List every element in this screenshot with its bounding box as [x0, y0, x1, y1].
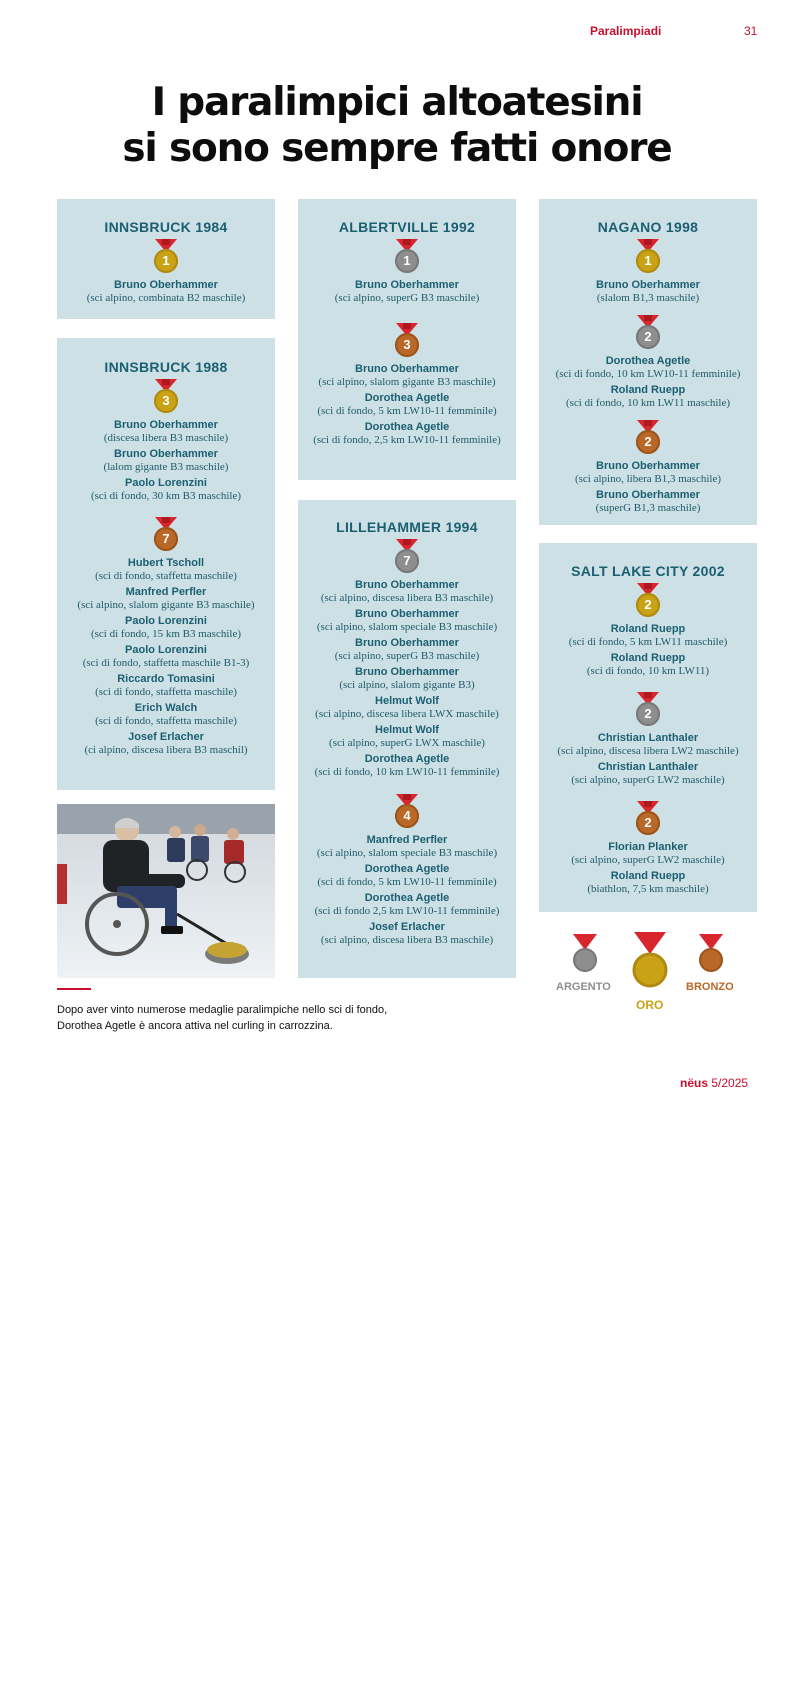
medal-entry	[539, 623, 757, 649]
issue-number: 5/2025	[711, 1076, 749, 1090]
event-description: (sci di fondo, 5 km LW11 maschile)	[568, 636, 728, 648]
event-description: (biathlon, 7,5 km maschile)	[587, 883, 709, 895]
bronze-medal-icon	[633, 801, 663, 841]
athlete-name: Bruno Oberhammer	[355, 363, 459, 375]
athlete-name: Christian Lanthaler	[597, 732, 699, 744]
medal-count: 7	[395, 549, 419, 573]
athlete-name: Roland Ruepp	[610, 652, 686, 664]
medal-group-silver	[298, 539, 516, 779]
event-description: (sci alpino, slalom speciale B3 maschile)	[316, 621, 498, 633]
medal-entry	[57, 279, 275, 305]
bronze-medal-icon	[151, 517, 181, 557]
medal-entry	[57, 448, 275, 474]
medal-entry	[298, 724, 516, 750]
medal-count: 1	[636, 249, 660, 273]
photo-credit-text: Foto: Maurizio Gigli	[320, 1610, 330, 1688]
event-description: (slalom B1,3 maschile)	[596, 292, 700, 304]
event-description: (sci alpino, discesa libera LW2 maschile)	[557, 745, 739, 757]
athlete-name: Dorothea Agetle	[364, 753, 450, 765]
medal-count: 4	[395, 804, 419, 828]
medal-count: 1	[395, 249, 419, 273]
medal-group-gold	[57, 239, 275, 305]
medal-count: 1	[154, 249, 178, 273]
footer	[680, 1076, 748, 1090]
athlete-name: Josef Erlacher	[128, 731, 204, 743]
medal-entry	[57, 615, 275, 641]
medal-group-silver	[539, 315, 757, 410]
bronze-medal-icon	[392, 794, 422, 834]
athlete-name: Dorothea Agetle	[364, 863, 450, 875]
event-description: (sci di fondo, 10 km LW11)	[586, 665, 710, 677]
event-description: (sci alpino, slalom gigante B3)	[339, 679, 475, 691]
section-label: Paralimpiadi	[590, 24, 662, 38]
photo-caption-line-1: Dopo aver vinto numerose medaglie paralimpiche nello sci di fondo,	[57, 1004, 388, 1016]
medal-entry	[539, 355, 757, 381]
silver-medal-icon	[633, 692, 663, 732]
medal-entry	[539, 841, 757, 867]
event-description: (sci di fondo, staffetta maschile)	[95, 686, 237, 698]
event-description: (sci alpino, superG LW2 maschile)	[571, 854, 725, 866]
athlete-name: Helmut Wolf	[375, 695, 439, 707]
page-title-line-1: I paralimpici altoatesini	[151, 80, 643, 125]
event-description: (sci alpino, slalom speciale B3 maschile)	[316, 847, 498, 859]
medal-entry	[57, 477, 275, 503]
event-description: (sci di fondo, 10 km LW10-11 femminile)	[555, 368, 741, 380]
medal-entry	[298, 421, 516, 447]
athlete-name: Dorothea Agetle	[605, 355, 691, 367]
caption-divider	[57, 988, 91, 990]
event-description: (sci alpino, superG LWX maschile)	[329, 737, 485, 749]
event-description: (discesa libera B3 maschile)	[103, 432, 229, 444]
bronze-medal-icon	[697, 934, 725, 974]
box-albertville-1992	[298, 199, 516, 480]
event-description: (sci alpino, discesa libera B3 maschile)	[320, 592, 494, 604]
event-description: (sci di fondo 2,5 km LW10-11 femminile)	[314, 905, 500, 917]
athlete-name: Florian Planker	[608, 841, 688, 853]
medal-entry	[539, 870, 757, 896]
medal-group-bronze	[539, 801, 757, 896]
athlete-name: Manfred Perfler	[366, 834, 448, 846]
box-title: INNSBRUCK 1984	[104, 219, 228, 235]
medal-entry	[539, 732, 757, 758]
event-description: (sci alpino, superG B3 maschile)	[334, 292, 480, 304]
event-description: (sci di fondo, staffetta maschile)	[95, 715, 237, 727]
silver-medal-icon	[392, 539, 422, 579]
athlete-name: Roland Ruepp	[610, 870, 686, 882]
athlete-name: Bruno Oberhammer	[596, 460, 700, 472]
medal-count: 2	[636, 811, 660, 835]
medal-entry	[57, 586, 275, 612]
medal-entry	[57, 419, 275, 445]
page-title	[0, 80, 794, 172]
box-lillehammer-1994	[298, 500, 516, 978]
event-description: (sci alpino, libera B1,3 maschile)	[574, 473, 721, 485]
athlete-name: Roland Ruepp	[610, 623, 686, 635]
event-description: (sci alpino, combinata B2 maschile)	[86, 292, 246, 304]
event-description: (sci di fondo, 15 km B3 maschile)	[90, 628, 241, 640]
medal-entry	[539, 761, 757, 787]
gold-medal-icon	[633, 239, 663, 279]
medal-entry	[298, 392, 516, 418]
medal-group-gold	[57, 379, 275, 503]
medal-group-bronze	[298, 323, 516, 447]
box-title: INNSBRUCK 1988	[104, 359, 228, 375]
medal-entry	[298, 608, 516, 634]
medal-entry	[57, 673, 275, 699]
event-description: (sci alpino, discesa libera LWX maschile)	[315, 708, 499, 720]
box-innsbruck-1984	[57, 199, 275, 319]
photo-caption	[57, 1002, 437, 1034]
page-number: 31	[744, 24, 758, 38]
legend-label-gold: ORO	[636, 998, 664, 1012]
athlete-name: Riccardo Tomasini	[117, 673, 215, 685]
athlete-name: Bruno Oberhammer	[114, 279, 218, 291]
medal-entry	[539, 489, 757, 515]
event-description: (sci di fondo, staffetta maschile)	[95, 570, 237, 582]
medal-entry	[298, 834, 516, 860]
medal-group-silver	[539, 692, 757, 787]
medal-entry	[539, 279, 757, 305]
silver-medal-icon	[633, 315, 663, 355]
box-salt-lake-city-2002	[539, 543, 757, 912]
medal-group-bronze	[539, 420, 757, 515]
medal-group-silver	[298, 239, 516, 305]
photo-caption-line-2: Dorothea Agetle è ancora attiva nel curling in carrozzina.	[57, 1020, 333, 1032]
medal-count: 3	[154, 389, 178, 413]
box-nagano-1998	[539, 199, 757, 525]
athlete-name: Helmut Wolf	[375, 724, 439, 736]
event-description: (sci di fondo, 2,5 km LW10-11 femminile)	[313, 434, 501, 446]
medal-entry	[298, 863, 516, 889]
event-description: (sci di fondo, 5 km LW10-11 femminile)	[317, 876, 497, 888]
event-description: (sci di fondo, 10 km LW11 maschile)	[565, 397, 731, 409]
medal-entry	[298, 753, 516, 779]
gold-medal-icon	[631, 932, 669, 990]
medal-count: 2	[636, 430, 660, 454]
event-description: (lalom gigante B3 maschile)	[103, 461, 229, 473]
medal-entry	[298, 579, 516, 605]
medal-group-bronze	[57, 517, 275, 757]
medal-group-bronze	[298, 794, 516, 947]
silver-medal-icon	[571, 934, 599, 974]
medal-entry	[298, 279, 516, 305]
medal-entry	[539, 384, 757, 410]
gold-medal-icon	[633, 583, 663, 623]
event-description: (sci di fondo, 10 km LW10-11 femminile)	[314, 766, 500, 778]
event-description: (sci alpino, slalom gigante B3 maschile)	[318, 376, 496, 388]
medal-entry	[57, 731, 275, 757]
athlete-name: Paolo Lorenzini	[125, 615, 207, 627]
athlete-name: Josef Erlacher	[369, 921, 445, 933]
athlete-name: Roland Ruepp	[610, 384, 686, 396]
event-description: (sci alpino, discesa libera B3 maschile)	[320, 934, 494, 946]
event-description: (superG B1,3 maschile)	[595, 502, 701, 514]
medal-count: 7	[154, 527, 178, 551]
medal-count: 3	[395, 333, 419, 357]
box-innsbruck-1988	[57, 338, 275, 790]
medal-entry	[539, 652, 757, 678]
athlete-name: Christian Lanthaler	[597, 761, 699, 773]
medal-count: 2	[636, 702, 660, 726]
medal-entry	[57, 557, 275, 583]
box-title: SALT LAKE CITY 2002	[571, 563, 725, 579]
athlete-name: Bruno Oberhammer	[596, 489, 700, 501]
athlete-name: Dorothea Agetle	[364, 392, 450, 404]
athlete-name: Paolo Lorenzini	[125, 644, 207, 656]
bronze-medal-icon	[633, 420, 663, 460]
athlete-name: Dorothea Agetle	[364, 892, 450, 904]
athlete-name: Bruno Oberhammer	[596, 279, 700, 291]
medal-entry	[298, 363, 516, 389]
photo-credit	[319, 1610, 331, 1690]
athlete-name: Manfred Perfler	[125, 586, 207, 598]
event-description: (sci alpino, superG B3 maschile)	[334, 650, 480, 662]
medal-group-gold	[539, 583, 757, 678]
event-description: (sci di fondo, 30 km B3 maschile)	[90, 490, 241, 502]
medal-entry	[298, 921, 516, 947]
gold-medal-icon	[151, 379, 181, 419]
gold-medal-icon	[151, 239, 181, 279]
athlete-name: Erich Walch	[134, 702, 198, 714]
event-description: (sci di fondo, 5 km LW10-11 femminile)	[317, 405, 497, 417]
athlete-name: Bruno Oberhammer	[114, 448, 218, 460]
athlete-name: Bruno Oberhammer	[355, 608, 459, 620]
medal-count: 2	[636, 593, 660, 617]
athlete-name: Bruno Oberhammer	[355, 637, 459, 649]
athlete-name: Dorothea Agetle	[364, 421, 450, 433]
athlete-name: Bruno Oberhammer	[355, 579, 459, 591]
event-description: (sci di fondo, staffetta maschile B1-3)	[82, 657, 250, 669]
event-description: (sci alpino, superG LW2 maschile)	[571, 774, 725, 786]
box-title: LILLEHAMMER 1994	[336, 519, 478, 535]
curling-photo-image	[57, 804, 275, 978]
bronze-medal-icon	[392, 323, 422, 363]
medal-count: 2	[636, 325, 660, 349]
athlete-name: Bruno Oberhammer	[355, 279, 459, 291]
silver-medal-icon	[392, 239, 422, 279]
athlete-name: Paolo Lorenzini	[125, 477, 207, 489]
medal-entry	[298, 695, 516, 721]
event-description: (sci alpino, slalom gigante B3 maschile)	[77, 599, 255, 611]
medal-entry	[298, 892, 516, 918]
athlete-name: Bruno Oberhammer	[355, 666, 459, 678]
medal-entry	[57, 644, 275, 670]
box-title: ALBERTVILLE 1992	[338, 219, 476, 235]
legend-label-bronze: BRONZO	[686, 981, 734, 993]
medal-group-gold	[539, 239, 757, 305]
medal-entry	[298, 666, 516, 692]
medal-entry	[298, 637, 516, 663]
event-description: (ci alpino, discesa libera B3 maschil)	[84, 744, 248, 756]
athlete-name: Hubert Tscholl	[127, 557, 205, 569]
medal-entry	[539, 460, 757, 486]
magazine-logo: nëus	[680, 1076, 709, 1090]
medal-entry	[57, 702, 275, 728]
legend-label-silver: ARGENTO	[556, 981, 611, 993]
page-title-line-2: si sono sempre fatti onore	[122, 126, 672, 171]
athlete-name: Bruno Oberhammer	[114, 419, 218, 431]
box-title: NAGANO 1998	[597, 219, 699, 235]
